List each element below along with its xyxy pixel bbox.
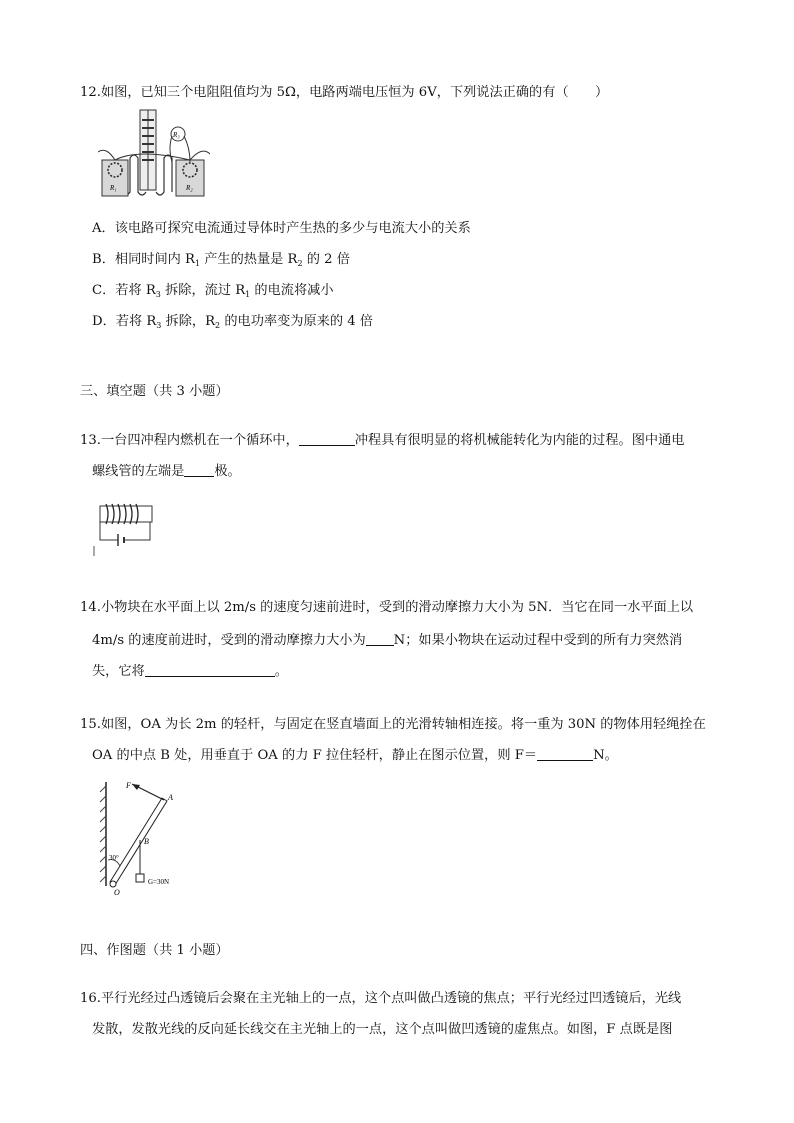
- q13-blank-2[interactable]: [184, 463, 214, 477]
- q14-line-1: 14.小物块在水平面上以 2m/s 的速度匀速前进时，受到的滑动摩擦力大小为 5N．当它在同一水平面上以: [80, 600, 694, 615]
- q13-blank-1[interactable]: [299, 432, 355, 446]
- r1-label: R₁: [110, 184, 117, 192]
- section-3-title: 三、填空题（共 3 小题）: [80, 384, 229, 399]
- r3-label: R₃: [173, 131, 180, 139]
- label-b: B: [144, 837, 149, 846]
- q16-line-1: 16.平行光经过凸透镜后会聚在主光轴上的一点，这个点叫做凸透镜的焦点；平行光经过凹透镜后，光线: [80, 991, 682, 1006]
- q16-line-2: 发散，发散光线的反向延长线交在主光轴上的一点，这个点叫做凹透镜的虚焦点。如图，F 点既是图: [92, 1022, 673, 1037]
- label-angle: 30°: [109, 854, 119, 862]
- q12-stem: 12.如图，已知三个电阻阻值均为 5Ω，电路两端电压恒为 6V，下列说法正确的有（ ）: [80, 85, 609, 100]
- r2-label: R₂: [186, 184, 193, 192]
- label-a: A: [168, 793, 173, 802]
- q14-blank-1[interactable]: [366, 632, 394, 646]
- q15-lever-figure: [96, 778, 206, 896]
- label-f: F: [126, 781, 131, 790]
- q13-solenoid-figure: [92, 500, 162, 558]
- q12-option-a: A．该电路可探究电流通过导体时产生热的多少与电流大小的关系: [92, 221, 471, 236]
- section-4-title: 四、作图题（共 1 小题）: [80, 943, 229, 958]
- q14-line-3: 失，它将 。: [92, 664, 288, 679]
- label-o: O: [114, 888, 120, 896]
- q14-blank-2[interactable]: [145, 663, 275, 677]
- q15-blank[interactable]: [537, 747, 593, 761]
- label-g: G=30N: [148, 878, 170, 886]
- q12-joule-heat-apparatus-figure: [98, 108, 210, 200]
- q12-option-c: C．若将 $R_3$ 拆除，流过 $R_1$ 的电流将减小: [92, 283, 334, 299]
- q15-line-1: 15.如图，OA 为长 2m 的轻杆，与固定在竖直墙面上的光滑转轴相连接。将一重为 30N 的物体用轻绳拴在: [80, 717, 706, 732]
- q13-line-2: 螺线管的左端是 极。: [92, 464, 241, 479]
- q12-option-b: B．相同时间内 $R_1$ 产生的热量是 $R_2$ 的 2 倍: [92, 252, 350, 268]
- q15-line-2: OA 的中点 B 处，用垂直于 OA 的力 F 拉住轻杆，静止在图示位置，则 F＝ N。: [92, 748, 618, 763]
- q12-option-d: D．若将 $R_3$ 拆除，$R_2$ 的电功率变为原来的 4 倍: [92, 314, 373, 330]
- q14-line-2: 4m/s 的速度前进时，受到的滑动摩擦力大小为 N；如果小物块在运动过程中受到的所有力突然消: [92, 633, 683, 648]
- q13-line-1: 13.一台四冲程内燃机在一个循环中， 冲程具有很明显的将机械能转化为内能的过程。图中通电: [80, 433, 685, 448]
